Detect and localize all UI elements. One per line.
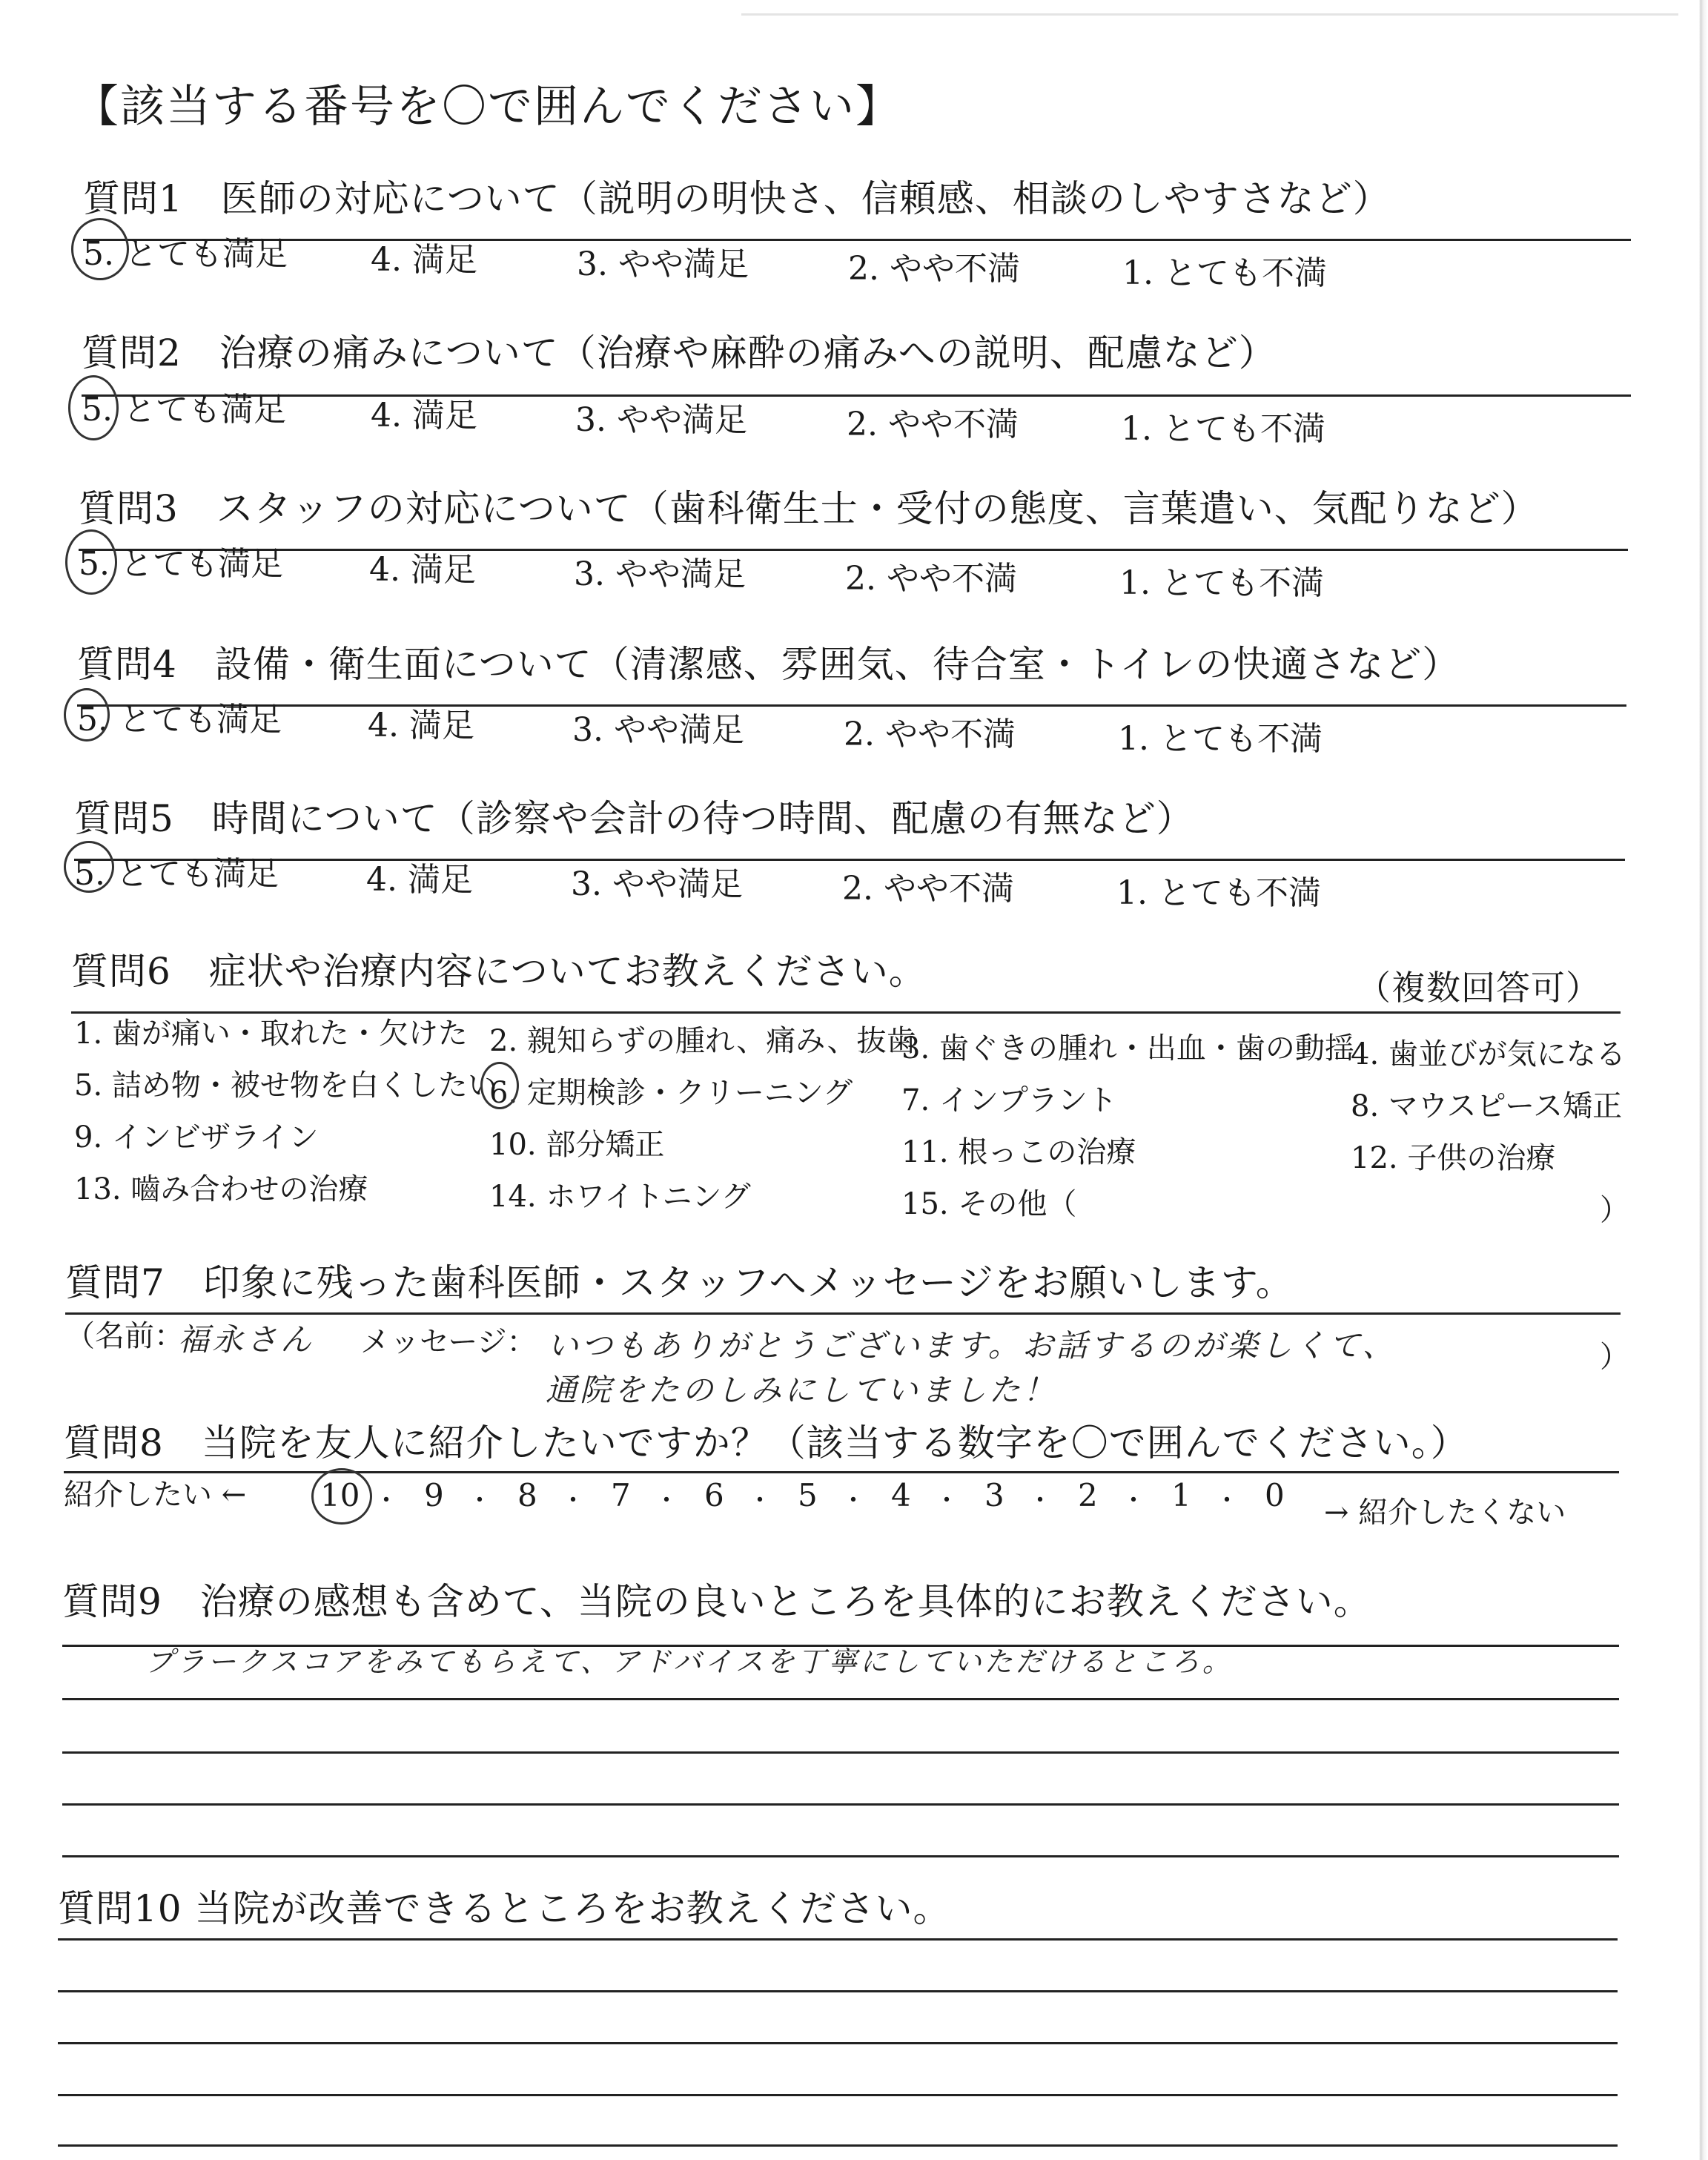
- q8-separator: ・: [934, 1486, 959, 1516]
- q3-option-2[interactable]: 2. やや不満: [845, 560, 1017, 598]
- q8-scale-6[interactable]: 6: [704, 1477, 724, 1513]
- q8-separator: ・: [560, 1486, 586, 1516]
- q1-option-2[interactable]: 2. やや不満: [848, 250, 1020, 288]
- question-3-rule: [79, 549, 1628, 551]
- q10-line-2: [58, 1990, 1618, 1992]
- q2-option-2[interactable]: 2. やや不満: [847, 406, 1019, 443]
- q2-selection-circle: [68, 375, 119, 440]
- question-2-label: 質問2 治療の痛みについて（治療や麻酔の痛みへの説明、配慮など）: [82, 331, 1277, 374]
- q6-selection-circle: [480, 1062, 519, 1109]
- question-8-rule: [64, 1471, 1619, 1473]
- question-8-label: 質問8 当院を友人に紹介したいですか？（該当する数字を〇で囲んでください。）: [64, 1421, 1469, 1464]
- q6-other-close-paren: ）: [1600, 1193, 1629, 1227]
- q1-option-5[interactable]: 5. とても満足: [83, 235, 288, 273]
- q6-item-14[interactable]: 14. ホワイトニング: [489, 1180, 751, 1214]
- q6-item-1[interactable]: 1. 歯が痛い・取れた・欠けた: [74, 1017, 468, 1051]
- q8-scale-7[interactable]: 7: [611, 1477, 631, 1513]
- scan-edge-top: [741, 13, 1708, 16]
- q10-line-5: [58, 2144, 1618, 2147]
- question-3-label: 質問3 スタッフの対応について（歯科衛生士・受付の態度、言葉遣い、気配りなど）: [79, 487, 1539, 530]
- question-5-label: 質問5 時間について（診察や会計の待つ時間、配慮の有無など）: [74, 797, 1194, 840]
- q8-separator: ・: [1121, 1486, 1146, 1516]
- q10-line-4: [58, 2094, 1618, 2096]
- q8-scale-10[interactable]: 10: [320, 1477, 360, 1513]
- q3-option-3[interactable]: 3. やや満足: [574, 555, 746, 593]
- q4-option-3[interactable]: 3. やや満足: [572, 711, 744, 749]
- q8-left-label: 紹介したい ←: [64, 1478, 247, 1512]
- question-4-label: 質問4 設備・衛生面について（清潔感、雰囲気、待合室・トイレの快適さなど）: [77, 643, 1460, 686]
- q1-option-1[interactable]: 1. とても不満: [1122, 254, 1327, 292]
- q9-line-1: [62, 1645, 1619, 1647]
- q6-item-12[interactable]: 12. 子供の治療: [1351, 1141, 1556, 1175]
- q4-option-1[interactable]: 1. とても不満: [1118, 720, 1323, 758]
- q10-line-3: [58, 2042, 1618, 2044]
- q6-item-8[interactable]: 8. マウスピース矯正: [1351, 1089, 1623, 1123]
- q4-selection-circle: [64, 688, 110, 742]
- q7-close-paren: ）: [1600, 1340, 1629, 1374]
- q7-name-label: （名前：: [65, 1319, 184, 1353]
- q2-option-3[interactable]: 3. やや満足: [575, 401, 747, 439]
- q7-message-line-1[interactable]: いつもありがとうございます。お話するのが楽しくて、: [547, 1327, 1397, 1364]
- q5-option-3[interactable]: 3. やや満足: [571, 865, 743, 903]
- q8-scale-8[interactable]: 8: [517, 1477, 537, 1513]
- question-7-label: 質問7 印象に残った歯科医師・スタッフへメッセージをお願いします。: [65, 1261, 1294, 1304]
- q9-answer[interactable]: プラークスコアをみてもらえて、アドバイスを丁寧にしていただけるところ。: [145, 1645, 1234, 1678]
- question-9-label: 質問9 治療の感想も含めて、当院の良いところを具体的にお教えください。: [62, 1580, 1371, 1623]
- q8-scale-1[interactable]: 1: [1171, 1477, 1191, 1513]
- q8-separator: ・: [1214, 1486, 1239, 1516]
- q4-option-4[interactable]: 4. 満足: [368, 707, 474, 744]
- q8-scale-9[interactable]: 9: [424, 1477, 444, 1513]
- q2-option-5[interactable]: 5. とても満足: [82, 391, 286, 429]
- question-7-rule: [65, 1312, 1621, 1315]
- q8-separator: ・: [1027, 1486, 1053, 1516]
- q5-option-2[interactable]: 2. やや不満: [842, 870, 1014, 908]
- q6-item-9[interactable]: 9. インビザライン: [74, 1120, 319, 1155]
- q6-item-6[interactable]: 6. 定期検診・クリーニング: [489, 1076, 853, 1110]
- q8-scale-3[interactable]: 3: [984, 1477, 1004, 1513]
- q9-line-5: [62, 1855, 1619, 1857]
- q8-separator: ・: [467, 1486, 492, 1516]
- q8-scale-4[interactable]: 4: [891, 1477, 911, 1513]
- q2-option-4[interactable]: 4. 満足: [371, 397, 477, 435]
- q6-item-13[interactable]: 13. 嚙み合わせの治療: [74, 1172, 368, 1206]
- q1-selection-circle: [71, 218, 129, 280]
- q3-option-1[interactable]: 1. とても不満: [1119, 564, 1324, 602]
- q7-message-label: メッセージ：: [360, 1325, 537, 1359]
- question-6-note: （複数回答可）: [1357, 968, 1601, 1008]
- q6-item-15[interactable]: 15. その他（: [901, 1187, 1077, 1221]
- q6-item-3[interactable]: 3. 歯ぐきの腫れ・出血・歯の動揺: [901, 1031, 1354, 1066]
- q6-item-4[interactable]: 4. 歯並びが気になる: [1351, 1037, 1626, 1071]
- q3-option-4[interactable]: 4. 満足: [369, 551, 476, 589]
- q9-line-3: [62, 1751, 1619, 1754]
- q2-option-1[interactable]: 1. とても不満: [1121, 410, 1325, 448]
- q6-item-5[interactable]: 5. 詰め物・被せ物を白くしたい: [74, 1069, 497, 1103]
- q8-separator: ・: [841, 1486, 866, 1516]
- question-1-label: 質問1 医師の対応について（説明の明快さ、信頼感、相談のしやすさなど）: [83, 177, 1391, 220]
- q8-scale-5[interactable]: 5: [798, 1477, 818, 1513]
- q5-option-4[interactable]: 4. 満足: [366, 861, 473, 899]
- q6-item-2[interactable]: 2. 親知らずの腫れ、痛み、抜歯: [489, 1024, 916, 1058]
- q9-line-2: [62, 1698, 1619, 1700]
- q4-option-2[interactable]: 2. やや不満: [844, 716, 1016, 753]
- q5-option-1[interactable]: 1. とても不満: [1116, 874, 1321, 912]
- question-1-rule: [83, 239, 1631, 241]
- q8-right-label: → 紹介したくない: [1324, 1496, 1566, 1530]
- q3-selection-circle: [65, 529, 117, 595]
- q1-option-3[interactable]: 3. やや満足: [577, 245, 749, 283]
- q8-separator: ・: [747, 1486, 772, 1516]
- q8-selection-circle: [311, 1468, 372, 1525]
- q8-scale-0[interactable]: 0: [1265, 1477, 1285, 1513]
- q5-selection-circle: [64, 841, 114, 893]
- question-2-rule: [82, 394, 1631, 397]
- question-4-rule: [77, 704, 1626, 707]
- q9-line-4: [62, 1803, 1619, 1806]
- q8-separator: ・: [374, 1486, 399, 1516]
- q3-option-5[interactable]: 5. とても満足: [79, 545, 283, 583]
- q7-message-line-2[interactable]: 通院をたのしみにしていました！: [546, 1372, 1058, 1408]
- q5-option-5[interactable]: 5. とても満足: [74, 855, 279, 893]
- scan-edge-right: [1678, 0, 1708, 2160]
- question-10-label: 質問10 当院が改善できるところをお教えください。: [58, 1887, 951, 1930]
- q10-line-1: [58, 1938, 1618, 1941]
- q4-option-5[interactable]: 5. とても満足: [77, 701, 282, 739]
- q6-item-10[interactable]: 10. 部分矯正: [489, 1128, 665, 1162]
- q8-scale-2[interactable]: 2: [1078, 1477, 1098, 1513]
- question-6-label: 質問6 症状や治療内容についてお教えください。: [71, 950, 927, 993]
- form-title: 【該当する番号を〇で囲んでください】: [74, 81, 901, 133]
- q8-separator: ・: [654, 1486, 679, 1516]
- q7-name-value[interactable]: 福永さん: [178, 1321, 315, 1358]
- q1-option-4[interactable]: 4. 満足: [371, 241, 477, 279]
- question-5-rule: [74, 859, 1625, 861]
- q6-item-7[interactable]: 7. インプラント: [901, 1083, 1117, 1117]
- q6-item-11[interactable]: 11. 根っこの治療: [901, 1135, 1136, 1169]
